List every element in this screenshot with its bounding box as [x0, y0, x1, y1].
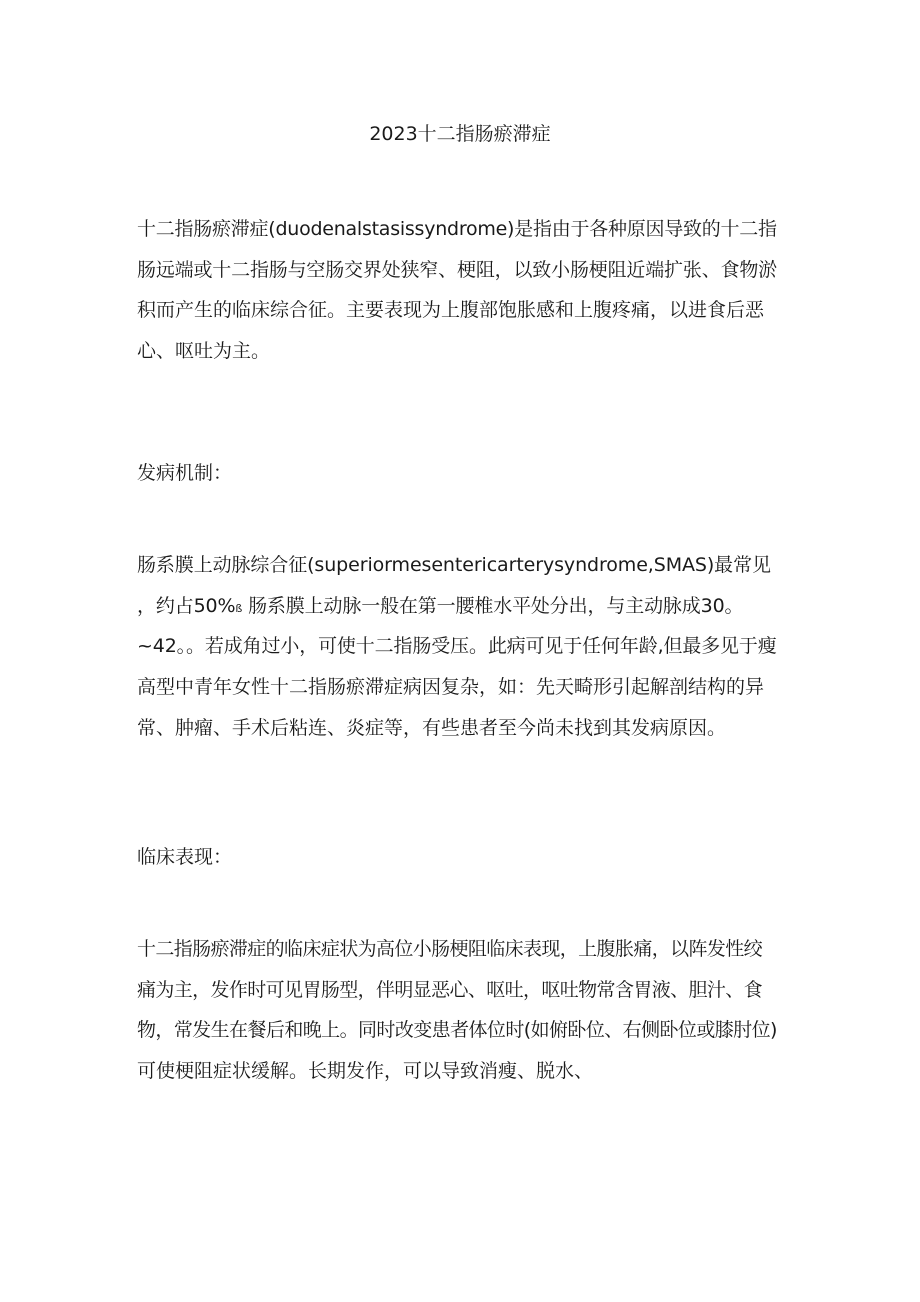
paragraph-line: 痛为主，发作时可见胃肠型，伴明显恶心、呕吐，呕吐物常含胃液、胆汁、食	[137, 978, 763, 1001]
paragraph-line: 物，常发生在餐后和晚上。同时改变患者体位时(如俯卧位、右侧卧位或膝肘位)	[137, 1019, 777, 1042]
mechanism-heading: 发病机制：	[137, 462, 233, 484]
paragraph-line: 常、肿瘤、手术后粘连、炎症等，有些患者至今尚未找到其发病原因。	[137, 716, 727, 739]
mechanism-paragraph	[137, 551, 777, 754]
paragraph-line: 肠远端或十二指肠与空肠交界处狭窄、梗阻，以致小肠梗阻近端扩张、食物淤	[137, 258, 778, 281]
percentage-text: ，约占50%	[137, 594, 236, 617]
document-title: 2023十二指肠瘀滞症	[369, 123, 551, 145]
paragraph-line-rest: 肠系膜上动脉一般在第一腰椎水平处分出，与主动脉成30。	[248, 594, 744, 617]
paragraph-line: 高型中青年女性十二指肠瘀滞症病因复杂，如：先天畸形引起解剖结构的异	[137, 676, 765, 699]
paragraph-line: 十二指肠瘀滞症的临床症状为高位小肠梗阻临床表现，上腹胀痛，以阵发性绞	[137, 938, 763, 960]
intro-paragraph	[137, 215, 777, 378]
paragraph-line: 积而产生的临床综合征。主要表现为上腹部饱胀感和上腹疼痛，以进食后恶	[137, 299, 765, 322]
paragraph-line: 肠系膜上动脉综合征(superiormesentericarterysyndrome,SMAS)最常见	[137, 554, 771, 576]
paragraph-line	[137, 592, 777, 633]
beta-symbol: ß	[235, 601, 243, 615]
paragraph-line: 十二指肠瘀滞症(duodenalstasissyndrome)是指由于各种原因导致的十二指	[137, 218, 777, 240]
paragraph-line: ~42。。若成角过小，可使十二指肠受压。此病可见于任何年龄,但最多见于瘦	[137, 635, 777, 658]
paragraph-line: 心、呕吐为主。	[137, 340, 271, 363]
clinical-paragraph	[137, 935, 777, 1098]
paragraph-line: 可使梗阻症状缓解。长期发作，可以导致消瘦、脱水、	[137, 1060, 594, 1083]
clinical-heading: 临床表现：	[137, 846, 233, 868]
